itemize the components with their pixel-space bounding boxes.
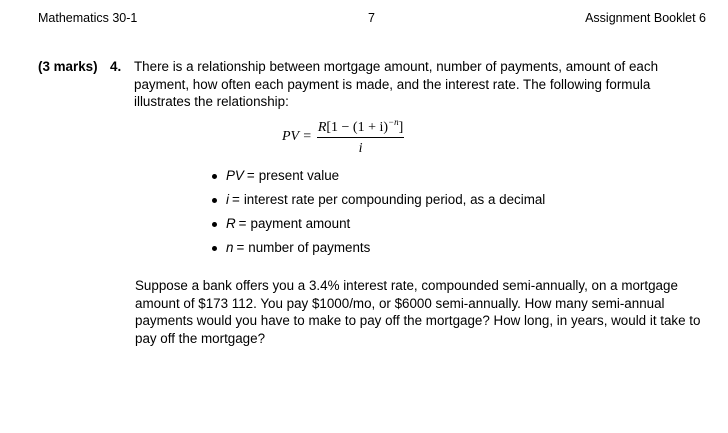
definition-equals: = <box>238 216 247 231</box>
variable-definitions <box>212 164 545 260</box>
formula-num-r: R <box>317 120 327 135</box>
formula-num-main: [1 − (1 + i) <box>326 120 389 135</box>
formula-lhs: PV = <box>282 129 312 144</box>
definition-symbol: PV <box>226 168 244 183</box>
definition-equals: = <box>231 192 240 207</box>
formula-fraction <box>317 117 404 157</box>
bullet-icon <box>212 198 217 203</box>
page-number: 7 <box>368 11 375 25</box>
question-block <box>38 58 708 111</box>
formula-numerator <box>317 117 404 138</box>
definition-item <box>212 164 545 188</box>
question-intro: There is a relationship between mortgage amount, number of payments, amount of each payment, how often each payment is made, and the interest rate. The following formula illustrates the relationship: <box>134 59 659 109</box>
bullet-icon <box>212 174 217 179</box>
problem-paragraph: Suppose a bank offers you a 3.4% interest rate, compounded semi-annually, on a mortgage amount of $173 112. You pay $1000/mo, or $6000 semi-annually. How many semi-annual payments would you have to make to pay off the mortgage? How long, in years, would it take to pay off the mortgage? <box>135 278 701 346</box>
definition-equals: = <box>246 168 255 183</box>
definition-text: present value <box>258 168 340 183</box>
question-number: 4. <box>110 59 122 74</box>
definition-text: interest rate per compounding period, as a decimal <box>243 192 546 207</box>
definition-symbol: R <box>226 216 236 231</box>
definition-item <box>212 212 545 236</box>
formula-denominator: i <box>358 141 363 156</box>
formula-num-close: ] <box>398 120 404 135</box>
definition-equals: = <box>236 240 245 255</box>
definition-item <box>212 236 545 260</box>
pv-formula <box>282 117 404 157</box>
formula-num-exponent: −n <box>388 117 399 127</box>
question-marks: (3 marks) <box>38 59 98 74</box>
definition-item <box>212 188 545 212</box>
definition-text: payment amount <box>250 216 351 231</box>
definition-text: number of payments <box>248 240 371 255</box>
course-title: Mathematics 30-1 <box>38 11 138 25</box>
bullet-icon <box>212 222 217 227</box>
definition-symbol: n <box>226 240 234 255</box>
booklet-title: Assignment Booklet 6 <box>585 11 706 25</box>
definition-symbol: i <box>226 192 229 207</box>
bullet-icon <box>212 246 217 251</box>
